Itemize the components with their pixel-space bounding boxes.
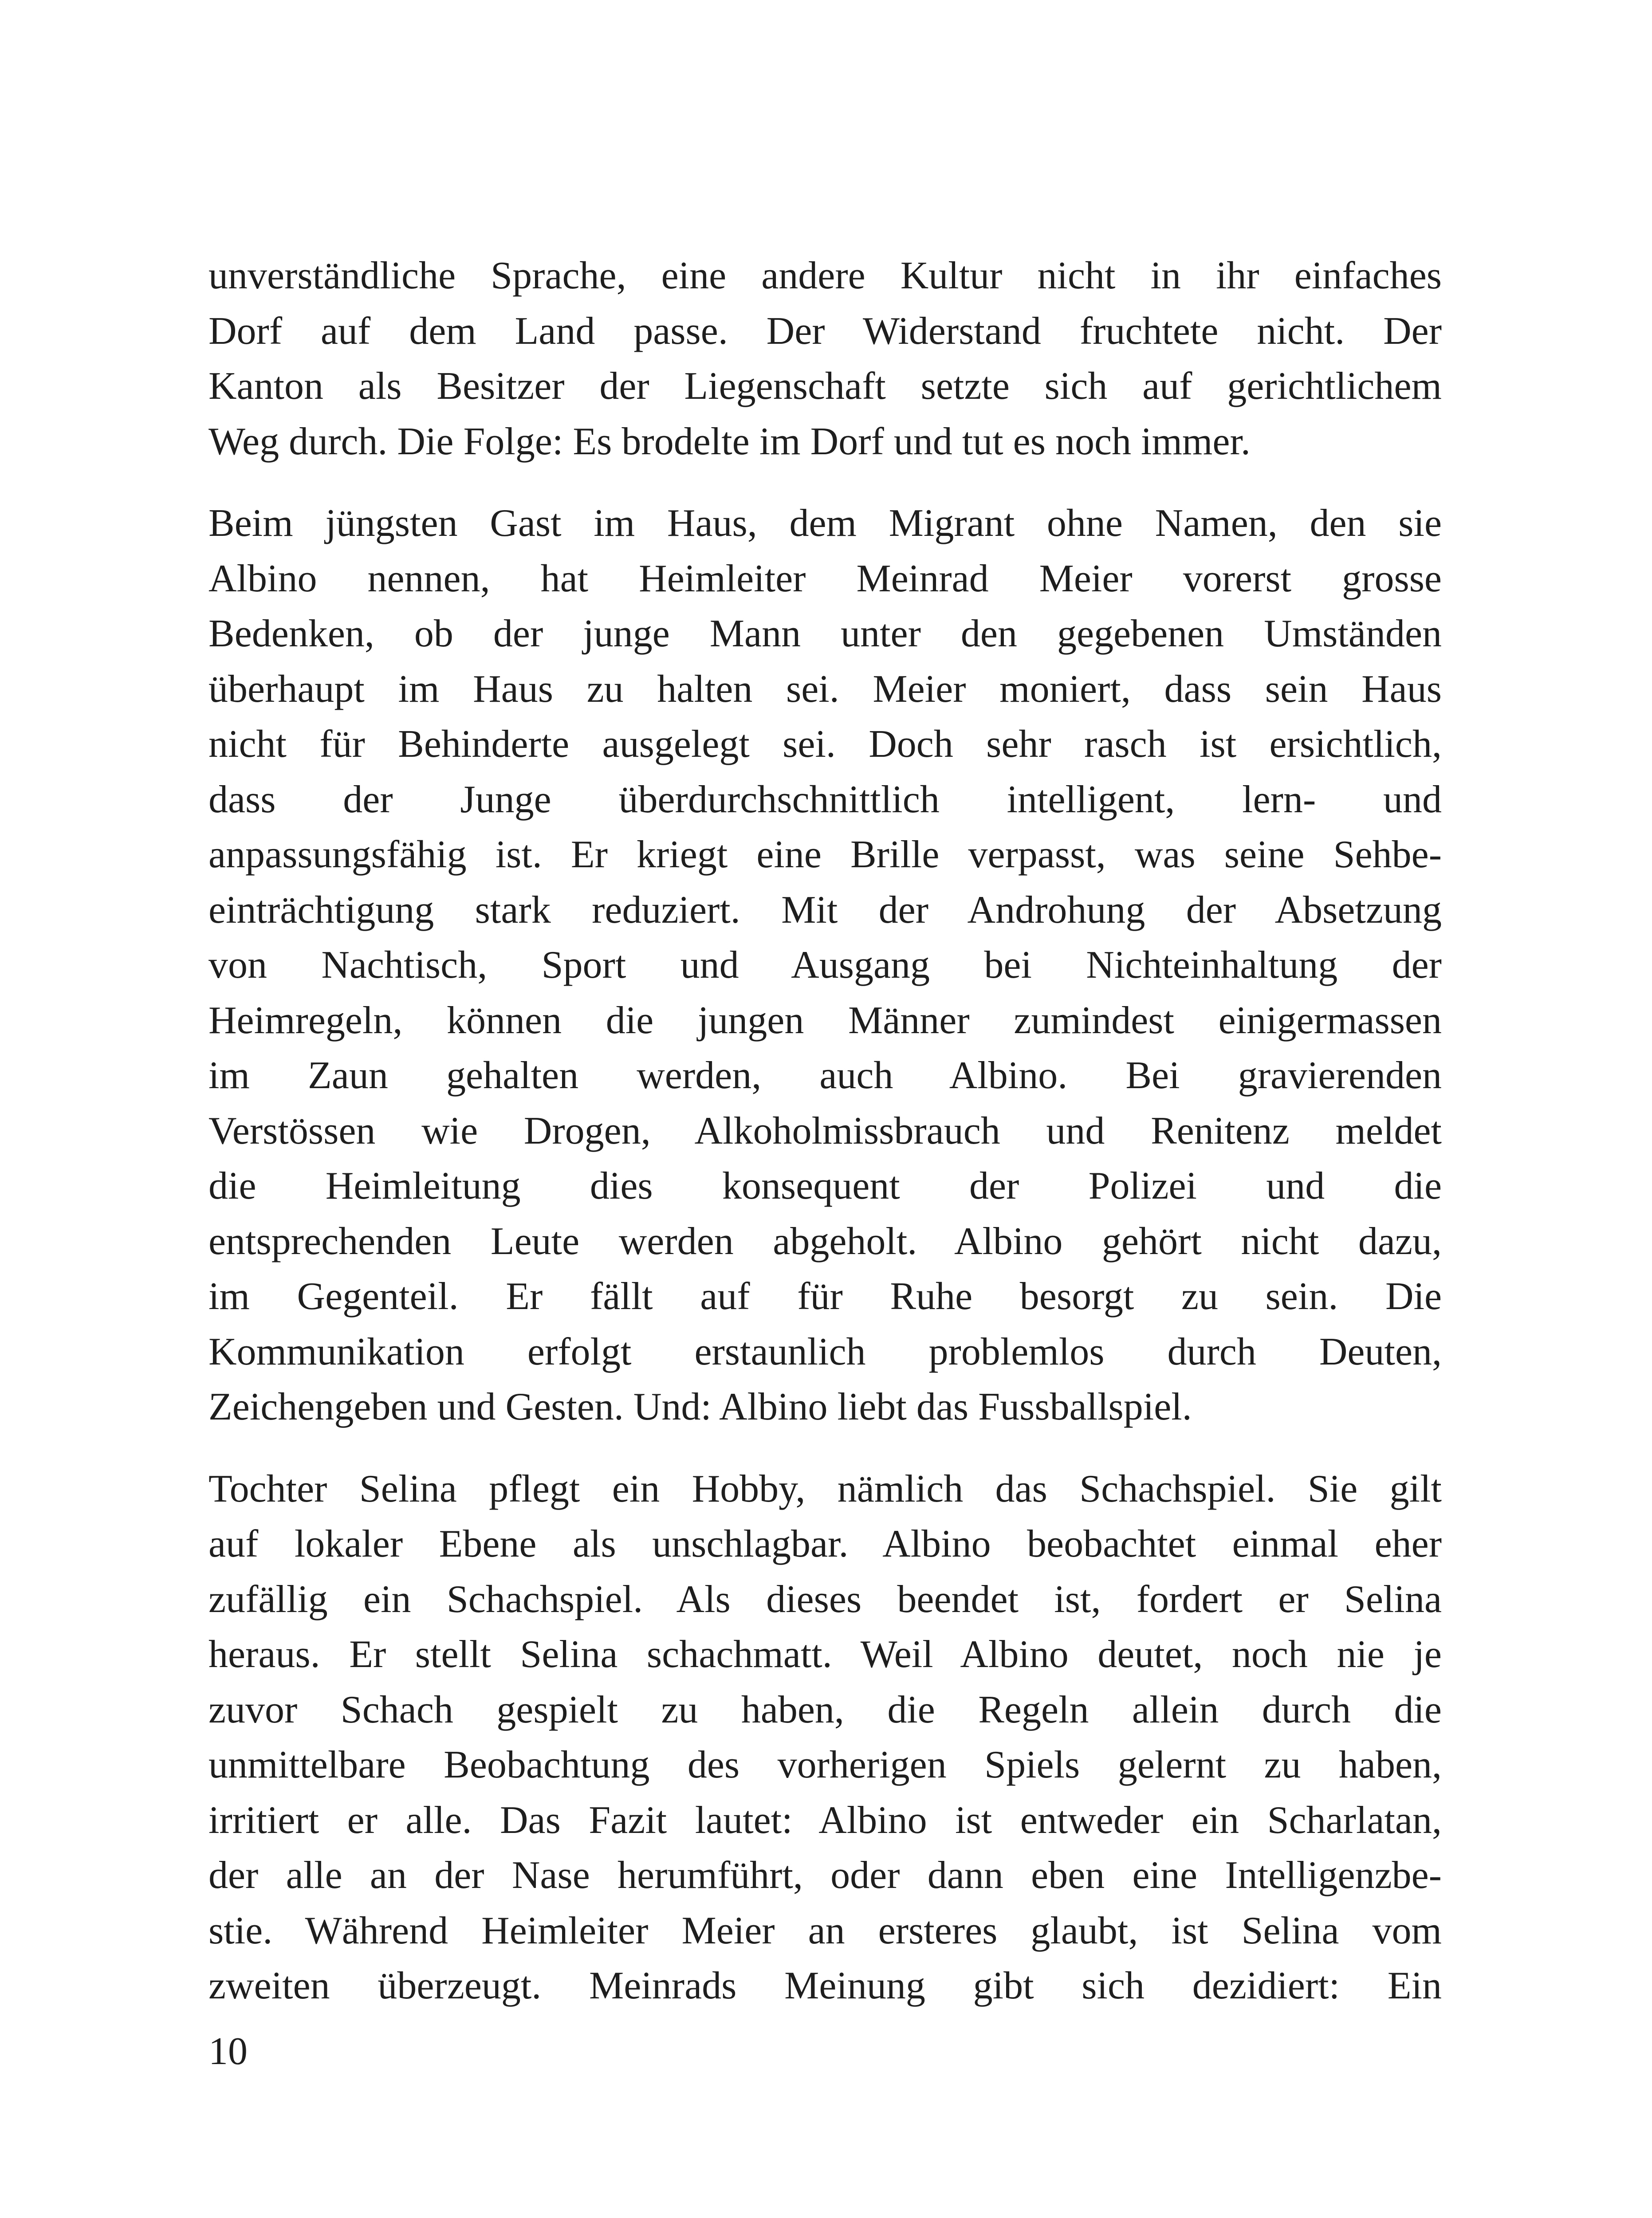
- paragraph: [208, 496, 1442, 1435]
- text-line: dass der Junge überdurchschnittlich intelligent, lern- und: [208, 778, 1442, 821]
- text-line: einträchtigung stark reduziert. Mit der Androhung der Absetzung: [208, 888, 1442, 932]
- text-line: irritiert er alle. Das Fazit lautet: Albino ist entweder ein Scharlatan,: [208, 1798, 1442, 1842]
- text-line: die Heimleitung dies konsequent der Polizei und die: [208, 1164, 1442, 1207]
- text-line: Zeichengeben und Gesten. Und: Albino liebt das Fussballspiel.: [208, 1385, 1192, 1428]
- text-line: nicht für Behinderte ausgelegt sei. Doch sehr rasch ist ersichtlich,: [208, 723, 1442, 766]
- text-line: im Zaun gehalten werden, auch Albino. Bei gravierenden: [208, 1054, 1442, 1097]
- text-line: zufällig ein Schachspiel. Als dieses beendet ist, fordert er Selina: [208, 1577, 1442, 1621]
- page-number: 10: [208, 2030, 248, 2073]
- text-line: entsprechenden Leute werden abgeholt. Albino gehört nicht dazu,: [208, 1219, 1442, 1263]
- text-line: Dorf auf dem Land passe. Der Widerstand fruchtete nicht. Der: [208, 309, 1442, 353]
- text-line: Tochter Selina pflegt ein Hobby, nämlich das Schachspiel. Sie gilt: [208, 1467, 1442, 1510]
- text-line: Albino nennen, hat Heimleiter Meinrad Meier vorerst grosse: [208, 557, 1442, 600]
- text-line: unverständliche Sprache, eine andere Kultur nicht in ihr einfaches: [208, 254, 1442, 297]
- text-line: Kommunikation erfolgt erstaunlich problemlos durch Deuten,: [208, 1330, 1442, 1373]
- text-line: unmittelbare Beobachtung des vorherigen Spiels gelernt zu haben,: [208, 1743, 1442, 1786]
- text-line: zweiten überzeugt. Meinrads Meinung gibt sich dezidiert: Ein: [208, 1964, 1442, 2007]
- text-line: von Nachtisch, Sport und Ausgang bei Nichteinhaltung der: [208, 944, 1442, 987]
- paragraph: [208, 1462, 1442, 2014]
- text-line: Verstössen wie Drogen, Alkoholmissbrauch und Renitenz meldet: [208, 1109, 1442, 1152]
- text-line: stie. Während Heimleiter Meier an ersteres glaubt, ist Selina vom: [208, 1909, 1442, 1952]
- text-line: Kanton als Besitzer der Liegenschaft setzte sich auf gerichtlichem: [208, 365, 1442, 408]
- text-line: anpassungsfähig ist. Er kriegt eine Brille verpasst, was seine Sehbe-: [208, 833, 1442, 876]
- text-line: Weg durch. Die Folge: Es brodelte im Dorf und tut es noch immer.: [208, 420, 1251, 463]
- text-line: im Gegenteil. Er fällt auf für Ruhe besorgt zu sein. Die: [208, 1275, 1442, 1318]
- text-line: der alle an der Nase herumführt, oder dann eben eine Intelligenzbe-: [208, 1854, 1442, 1897]
- text-line: überhaupt im Haus zu halten sei. Meier moniert, dass sein Haus: [208, 667, 1442, 711]
- text-line: Heimregeln, können die jungen Männer zumindest einigermassen: [208, 999, 1442, 1042]
- text-line: Beim jüngsten Gast im Haus, dem Migrant ohne Namen, den sie: [208, 502, 1442, 545]
- body-text: [208, 248, 1442, 2014]
- text-line: heraus. Er stellt Selina schachmatt. Weil Albino deutet, noch nie je: [208, 1633, 1442, 1676]
- text-line: Bedenken, ob der junge Mann unter den gegebenen Umständen: [208, 612, 1442, 655]
- text-line: auf lokaler Ebene als unschlagbar. Albino beobachtet einmal eher: [208, 1522, 1442, 1565]
- text-line: zuvor Schach gespielt zu haben, die Regeln allein durch die: [208, 1688, 1442, 1731]
- paragraph: [208, 248, 1442, 469]
